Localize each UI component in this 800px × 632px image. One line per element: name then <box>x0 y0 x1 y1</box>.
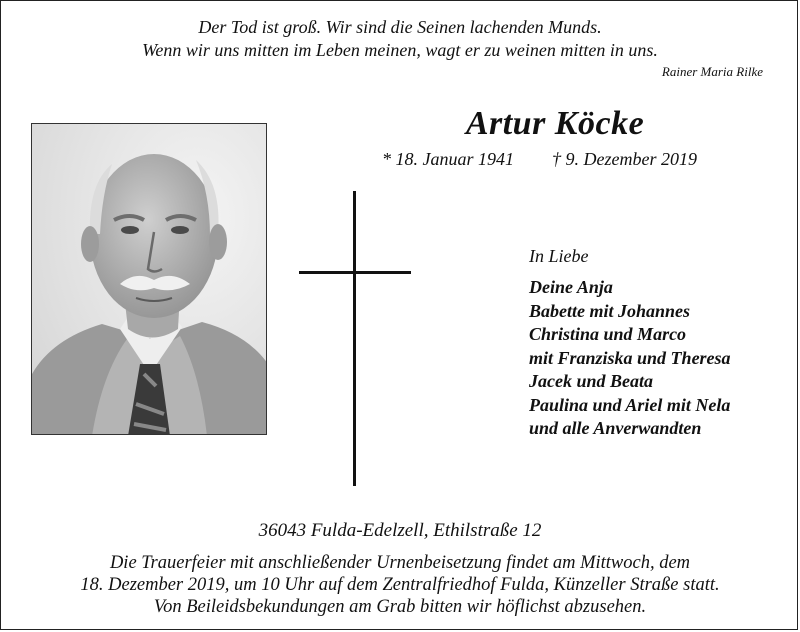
life-dates <box>382 149 697 170</box>
mourner-line: mit Franziska und Theresa <box>529 347 731 368</box>
portrait-illustration <box>32 124 267 435</box>
deceased-name: Artur Köcke <box>465 105 645 142</box>
death-date: † 9. Dezember 2019 <box>552 149 697 169</box>
poem-line-2: Wenn wir uns mitten im Leben meinen, wagt er zu weinen mitten in uns. <box>142 40 658 60</box>
funeral-notice <box>1 552 799 618</box>
notice-line-2: 18. Dezember 2019, um 10 Uhr auf dem Zentralfriedhof Fulda, Künzeller Straße statt. <box>80 575 720 595</box>
mourners-intro: In Liebe <box>529 246 589 266</box>
mourner-line: Deine Anja <box>529 277 613 297</box>
mourner-line: Christina und Marco <box>529 324 687 344</box>
notice-line-3: Von Beileidsbekundungen am Grab bitten wir höflichst abzusehen. <box>153 597 647 617</box>
mourner-line: und alle Anverwandten <box>529 418 702 438</box>
cross-vertical-bar <box>353 191 356 486</box>
mourners-list <box>529 276 731 441</box>
notice-line-1: Die Trauerfeier mit anschließender Urnenbeisetzung findet am Mittwoch, dem <box>109 553 691 573</box>
birth-date: * 18. Januar 1941 <box>382 149 514 169</box>
mourner-line: Paulina und Ariel mit Nela <box>529 394 731 415</box>
mourner-line: Babette mit Johannes <box>529 300 691 321</box>
family-address: 36043 Fulda-Edelzell, Ethilstraße 12 <box>258 520 542 541</box>
poem-author: Rainer Maria Rilke <box>661 64 763 79</box>
portrait-photo <box>31 123 267 435</box>
poem-line-1: Der Tod ist groß. Wir sind die Seinen lachenden Munds. <box>198 17 602 37</box>
cross-horizontal-bar <box>299 271 411 274</box>
mourner-line: Jacek und Beata <box>529 371 653 391</box>
cross-icon <box>299 191 411 486</box>
